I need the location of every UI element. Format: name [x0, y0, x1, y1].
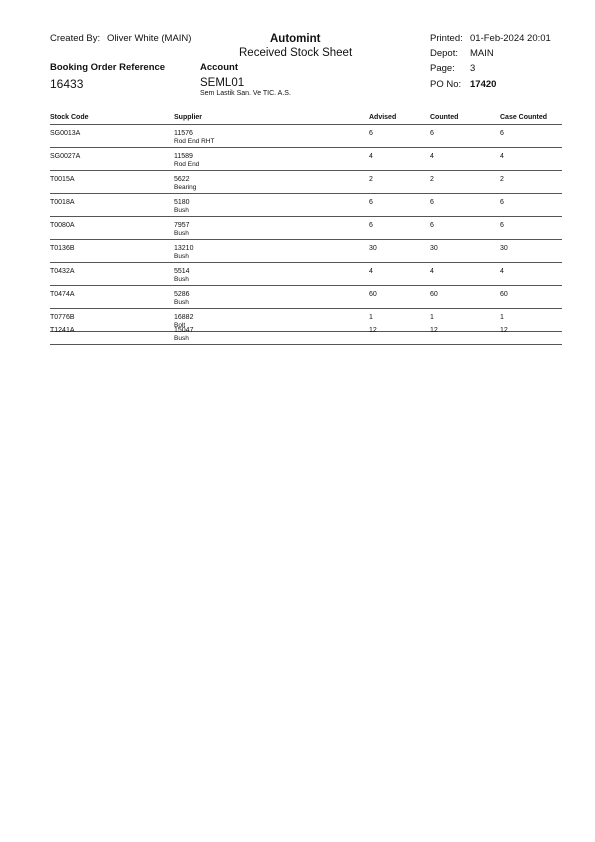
case-counted-qty: 1: [500, 314, 504, 321]
company-name: Automint: [270, 33, 321, 45]
advised-qty: 6: [369, 199, 373, 206]
table-row: [50, 263, 562, 286]
item-description: Bush: [174, 230, 189, 237]
advised-qty: 6: [369, 222, 373, 229]
stock-code: T0776B: [50, 314, 75, 321]
item-description: Rod End RHT: [174, 138, 215, 145]
supplier-cell: [174, 199, 190, 215]
created-by-value: Oliver White (MAIN): [107, 33, 192, 44]
column-header-stock-code: Stock Code: [50, 114, 89, 121]
column-header-supplier: Supplier: [174, 114, 203, 121]
case-counted-qty: 6: [500, 130, 504, 137]
advised-qty: 4: [369, 153, 373, 160]
supplier-cell: [174, 222, 190, 238]
item-description: Bush: [174, 299, 189, 306]
depot-value: MAIN: [470, 48, 494, 59]
po-number: 17420: [470, 79, 497, 90]
item-description: Bolt: [174, 322, 186, 329]
case-counted-qty: 6: [500, 199, 504, 206]
supplier-cell: [174, 327, 193, 343]
counted-qty: 2: [430, 176, 434, 183]
supplier-cell: [174, 268, 190, 284]
counted-qty: 1: [430, 314, 434, 321]
case-counted-qty: 60: [500, 291, 508, 298]
stock-code: T1241A: [50, 327, 75, 334]
supplier-cell: [174, 245, 193, 261]
column-header-case-counted: Case Counted: [500, 114, 548, 121]
supplier-code: 5286: [174, 291, 190, 298]
account-name: Sem Lastik San. Ve TIC. A.S.: [200, 90, 291, 97]
item-description: Bush: [174, 335, 189, 342]
supplier-code: 5180: [174, 199, 190, 206]
supplier-code: 11589: [174, 153, 193, 160]
depot-label: Depot:: [430, 48, 458, 59]
column-header-advised: Advised: [369, 114, 397, 121]
supplier-code: 5622: [174, 176, 190, 183]
counted-qty: 30: [430, 245, 438, 252]
stock-code: SG0027A: [50, 153, 81, 160]
column-header-counted: Counted: [430, 114, 459, 121]
item-description: Bush: [174, 276, 189, 283]
case-counted-qty: 4: [500, 268, 504, 275]
stock-code: SG0013A: [50, 130, 81, 137]
table-row: [50, 171, 562, 194]
stock-code: T0015A: [50, 176, 75, 183]
counted-qty: 4: [430, 268, 434, 275]
table-row: [50, 194, 562, 217]
table-row: [50, 217, 562, 240]
supplier-code: 15047: [174, 327, 194, 334]
case-counted-qty: 2: [500, 176, 504, 183]
item-description: Rod End: [174, 161, 200, 168]
item-description: Bush: [174, 207, 189, 214]
counted-qty: 12: [430, 327, 438, 334]
supplier-cell: [174, 153, 199, 169]
counted-qty: 6: [430, 222, 434, 229]
printed-value: 01-Feb-2024 20:01: [470, 33, 551, 44]
booking-order-reference-value: 16433: [50, 77, 84, 91]
table-row: [50, 125, 562, 148]
stock-code: T0080A: [50, 222, 75, 229]
page-number: 3: [470, 63, 476, 74]
stock-code: T0136B: [50, 245, 75, 252]
table-row: [50, 240, 562, 263]
item-description: Bearing: [174, 184, 197, 191]
po-label: PO No:: [430, 79, 462, 90]
supplier-code: 13210: [174, 245, 194, 252]
advised-qty: 4: [369, 268, 373, 275]
counted-qty: 4: [430, 153, 434, 160]
counted-qty: 6: [430, 130, 434, 137]
created-by-label: Created By:: [50, 33, 101, 44]
counted-qty: 60: [430, 291, 438, 298]
report-title: Received Stock Sheet: [239, 47, 353, 59]
account-code: SEML01: [200, 77, 245, 89]
counted-qty: 6: [430, 199, 434, 206]
case-counted-qty: 30: [500, 245, 508, 252]
table-row: [50, 148, 562, 171]
stock-code: T0018A: [50, 199, 75, 206]
booking-order-reference-label: Booking Order Reference: [50, 62, 166, 73]
table-row: [50, 286, 562, 309]
stock-code: T0432A: [50, 268, 75, 275]
advised-qty: 30: [369, 245, 377, 252]
advised-qty: 2: [369, 176, 373, 183]
item-description: Bush: [174, 253, 189, 260]
advised-qty: 60: [369, 291, 377, 298]
case-counted-qty: 4: [500, 153, 504, 160]
printed-label: Printed:: [430, 33, 463, 44]
supplier-cell: [174, 130, 214, 146]
stock-code: T0474A: [50, 291, 75, 298]
case-counted-qty: 12: [500, 327, 508, 334]
case-counted-qty: 6: [500, 222, 504, 229]
table-row: [50, 322, 562, 345]
advised-qty: 6: [369, 130, 373, 137]
advised-qty: 12: [369, 327, 377, 334]
supplier-code: 7957: [174, 222, 190, 229]
advised-qty: 1: [369, 314, 373, 321]
supplier-code: 5514: [174, 268, 190, 275]
supplier-code: 11576: [174, 130, 193, 137]
page-label: Page:: [430, 63, 455, 74]
supplier-code: 16882: [174, 314, 194, 321]
table-header: [50, 114, 562, 125]
supplier-cell: [174, 176, 196, 192]
supplier-cell: [174, 291, 190, 307]
account-label: Account: [200, 62, 238, 73]
